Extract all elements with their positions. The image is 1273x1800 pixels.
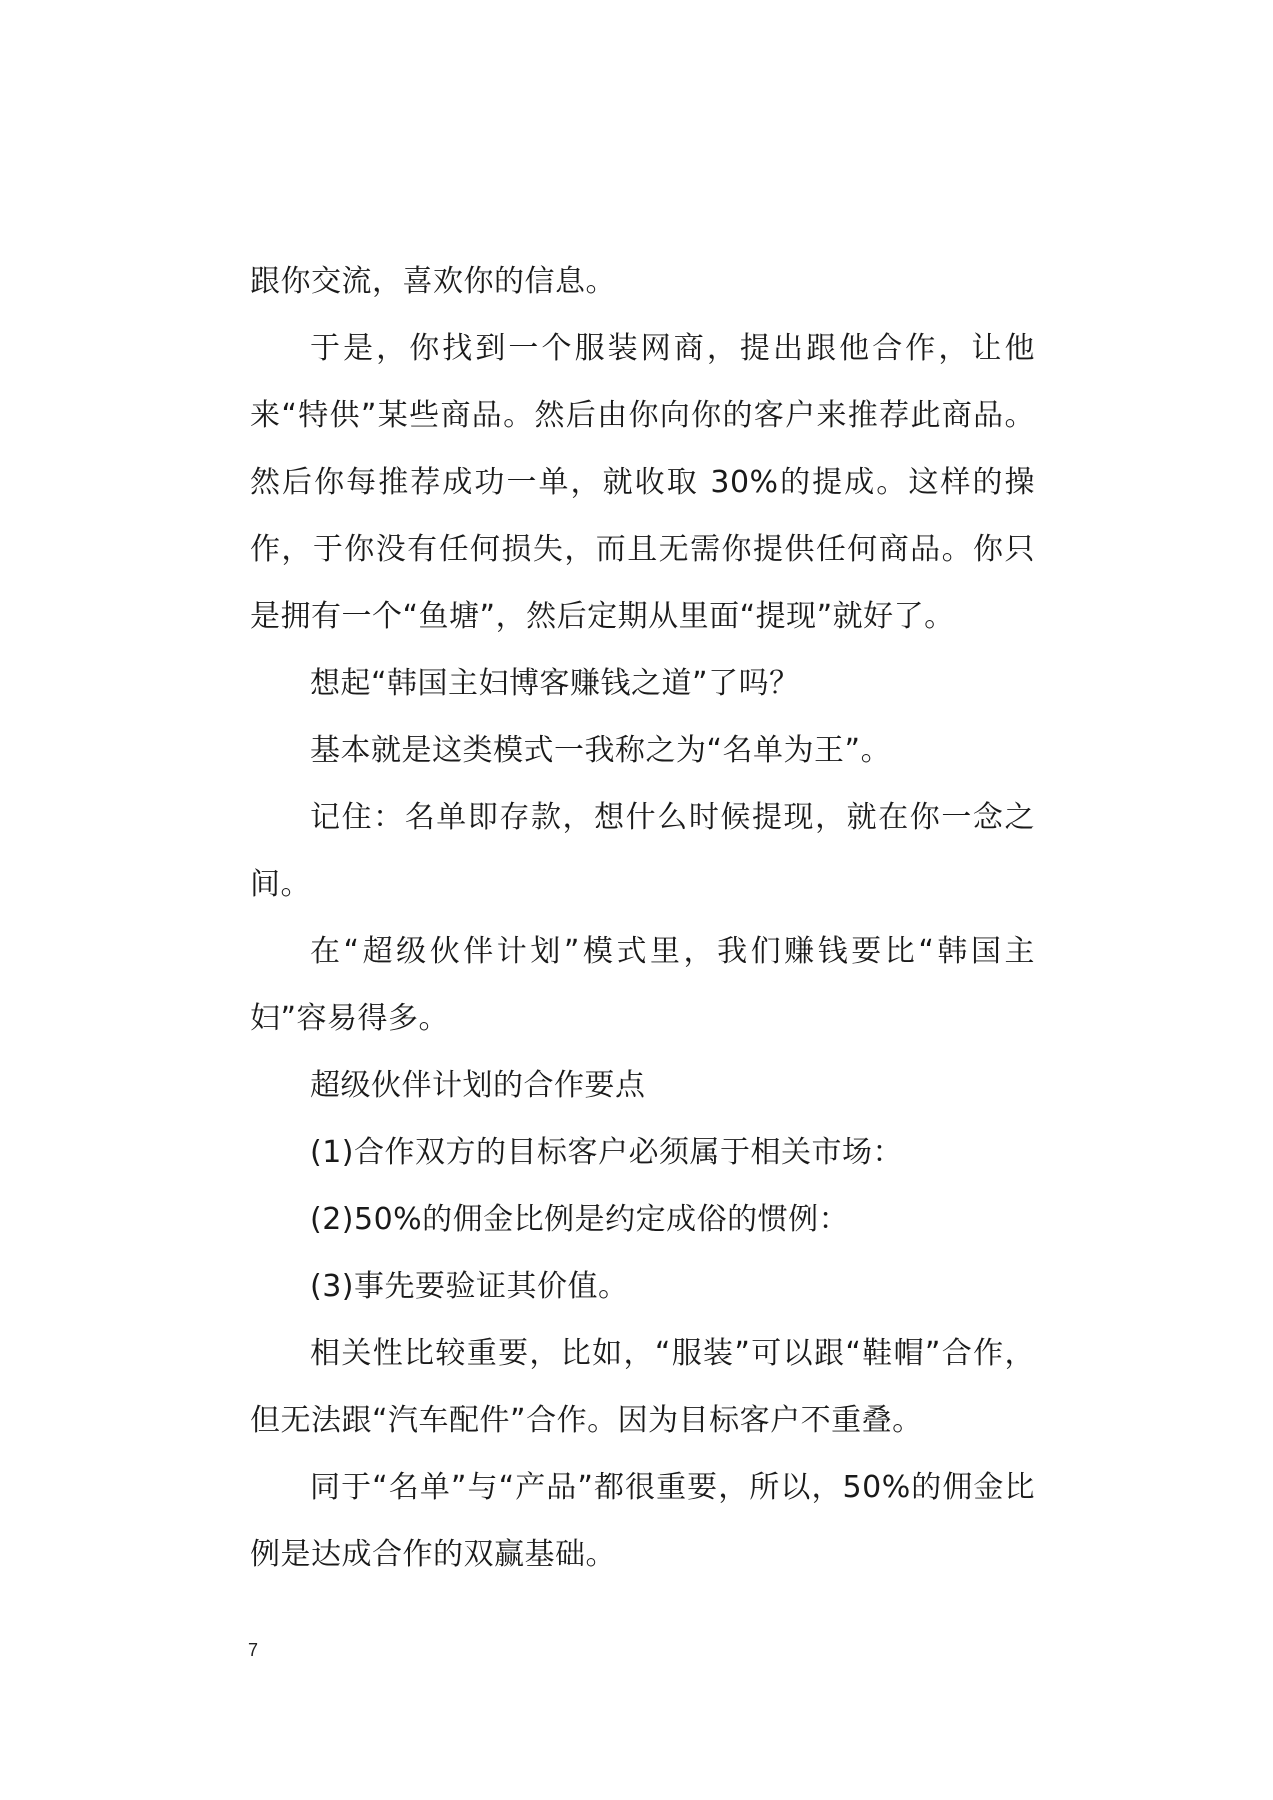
paragraph: 相关性比较重要，比如，“服装”可以跟“鞋帽”合作，但无法跟“汽车配件”合作。因为目标客户不重叠。 bbox=[250, 1336, 1035, 1438]
list-item: (2)50%的佣金比例是约定成俗的惯例： bbox=[310, 1202, 850, 1237]
page-number: 7 bbox=[248, 1640, 259, 1660]
paragraph: 记住：名单即存款，想什么时候提现，就在你一念之间。 bbox=[250, 800, 1035, 902]
document-body bbox=[250, 248, 1035, 1588]
paragraph: 想起“韩国主妇博客赚钱之道”了吗？ bbox=[310, 666, 800, 701]
paragraph: 同于“名单”与“产品”都很重要，所以，50%的佣金比例是达成合作的双赢基础。 bbox=[250, 1470, 1035, 1572]
paragraph: 于是，你找到一个服装网商，提出跟他合作，让他来“特供”某些商品。然后由你向你的客户来推荐此商品。然后你每推荐成功一单，就收取 30%的提成。这样的操作，于你没有任何损失，而且无需你提供任何商品。你只是拥有一个“鱼塘”，然后定期从里面“提现”就好了。 bbox=[250, 331, 1035, 634]
paragraph: 在“超级伙伴计划”模式里，我们赚钱要比“韩国主妇”容易得多。 bbox=[250, 934, 1035, 1036]
list-item: (3)事先要验证其价值。 bbox=[310, 1269, 629, 1304]
list-item: (1)合作双方的目标客户必须属于相关市场： bbox=[310, 1135, 903, 1170]
paragraph: 基本就是这类模式一我称之为“名单为王”。 bbox=[310, 733, 892, 768]
paragraph: 跟你交流，喜欢你的信息。 bbox=[250, 264, 616, 299]
section-heading: 超级伙伴计划的合作要点 bbox=[310, 1068, 646, 1103]
